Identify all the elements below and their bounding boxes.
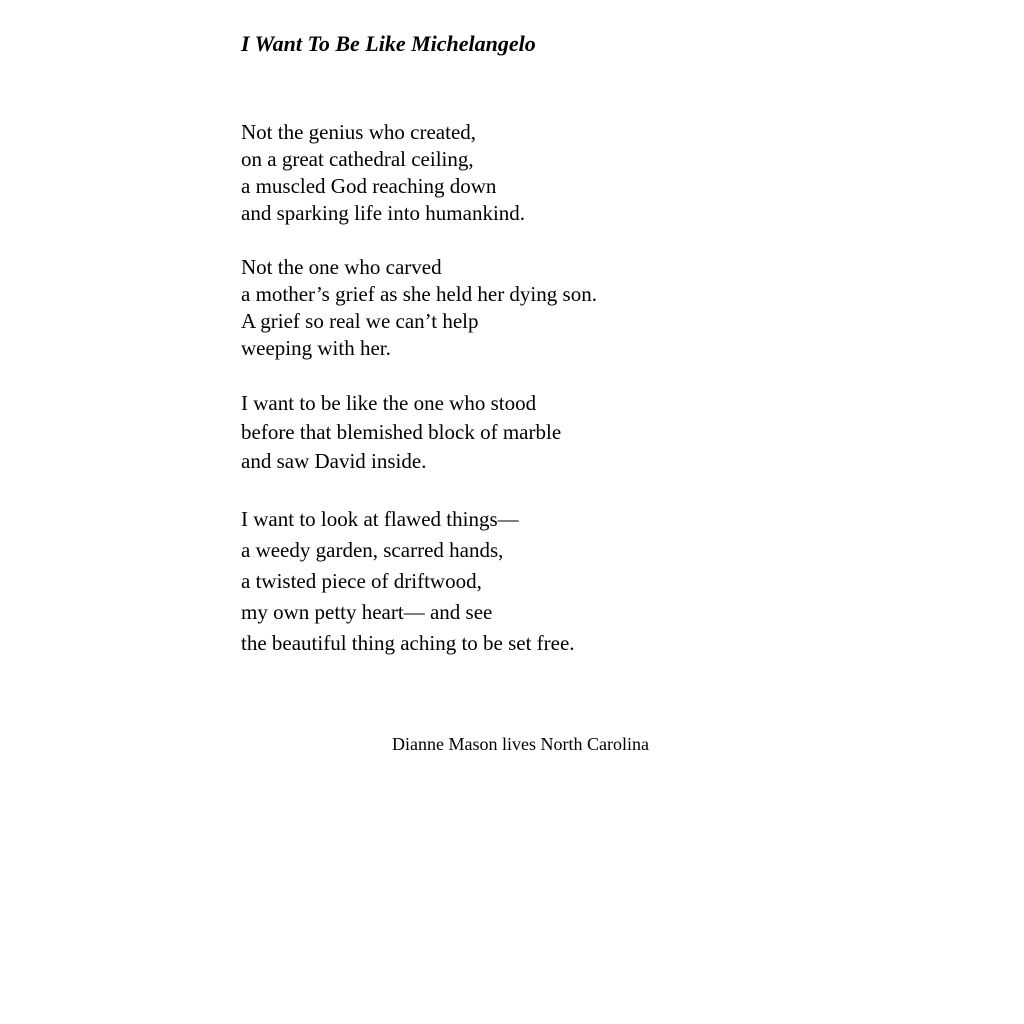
stanza-2 (241, 254, 597, 362)
poem-line: and sparking life into humankind. (241, 201, 526, 225)
poem-line: the beautiful thing aching to be set free. (241, 631, 575, 655)
poem-line: Not the one who carved (241, 255, 442, 279)
poem-line: a weedy garden, scarred hands, (241, 538, 504, 562)
stanza-4 (241, 504, 575, 659)
poem-line: and saw David inside. (241, 449, 427, 473)
poem-line: my own petty heart— and see (241, 600, 493, 624)
poem-line: I want to look at flawed things— (241, 507, 519, 531)
poem-line: a mother’s grief as she held her dying son. (241, 282, 597, 306)
stanza-1 (241, 119, 525, 227)
poem-line: weeping with her. (241, 336, 391, 360)
poem-line: a twisted piece of driftwood, (241, 569, 482, 593)
author-note: Dianne Mason lives North Carolina (392, 734, 649, 754)
poem-line: on a great cathedral ceiling, (241, 147, 474, 171)
poem-line: A grief so real we can’t help (241, 309, 479, 333)
poem-line: a muscled God reaching down (241, 174, 497, 198)
poem-line: before that blemished block of marble (241, 420, 562, 444)
poem-line: Not the genius who created, (241, 120, 477, 144)
poem-line: I want to be like the one who stood (241, 391, 537, 415)
stanza-3 (241, 389, 561, 476)
poem-title: I Want To Be Like Michelangelo (241, 31, 536, 56)
